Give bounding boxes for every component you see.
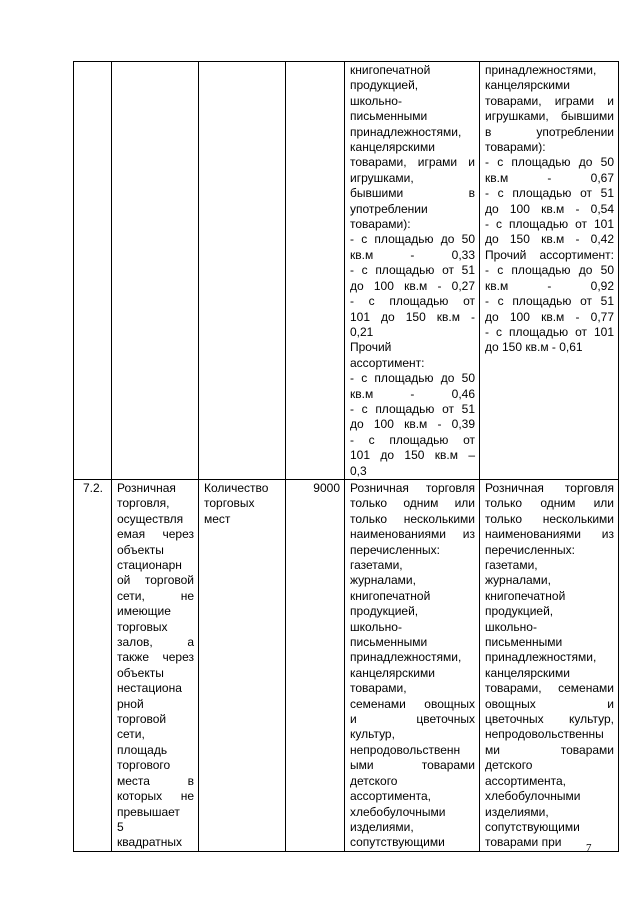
- text-line: книгопечатной: [350, 63, 431, 77]
- text-line: до 150 кв.м - 0,42: [485, 232, 614, 247]
- text-line: - с площадью от 51: [485, 186, 614, 201]
- text-line: продукцией,: [350, 78, 419, 93]
- text-line: канцелярскими: [485, 665, 570, 680]
- text-line: товарами):: [350, 217, 411, 232]
- text-line: сопутствующими: [485, 819, 580, 834]
- text-line: сети,: [117, 727, 145, 742]
- text-line: торговых: [117, 619, 168, 634]
- text-line: принадлежностями,: [350, 124, 462, 139]
- text-line: детского: [485, 758, 533, 773]
- cell-activity: [112, 479, 199, 851]
- text-line: кв.м - 0,92: [485, 278, 614, 293]
- text-line: стационарн: [117, 558, 182, 572]
- text-line: 5: [117, 819, 124, 834]
- text-line: перечисленных:: [350, 542, 440, 557]
- text-line: ассортимента,: [485, 773, 567, 788]
- text-line: - с площадью до 50: [350, 371, 475, 386]
- text-line: письменными: [350, 635, 428, 650]
- text-line: - с площадью от 51: [350, 401, 475, 416]
- text-line: емая через: [117, 527, 194, 542]
- text-line: залов, а: [117, 635, 194, 650]
- text-line: кв.м - 0,33: [350, 247, 475, 262]
- text-line: до 100 кв.м - 0,77: [485, 309, 614, 324]
- cell-coefficients-b: [480, 62, 619, 480]
- text-line: до 100 кв.м - 0,27: [350, 278, 475, 293]
- text-line: изделиями,: [350, 819, 414, 834]
- text-line: только одним или: [485, 496, 614, 511]
- text-line: товарами, играми и: [350, 155, 475, 170]
- text-line: до 100 кв.м - 0,54: [485, 201, 614, 216]
- text-line: до 150 кв.м - 0,61: [485, 340, 583, 355]
- page-number: 7: [586, 842, 592, 854]
- text-line: 0,21: [350, 324, 374, 339]
- text-line: ой торговой: [117, 573, 194, 588]
- text-line: школьно-: [485, 619, 537, 634]
- text-line: нестациона: [117, 681, 182, 696]
- text-line: кв.м - 0,46: [350, 386, 475, 401]
- text-line: - с площадью до 50: [350, 232, 475, 247]
- text-lines: [485, 63, 614, 356]
- cell-indicator: [199, 62, 286, 480]
- text-line: Прочий ассортимент:: [485, 247, 614, 262]
- text-line: канцелярскими: [485, 78, 570, 93]
- text-line: принадлежностями,: [485, 650, 597, 665]
- text-line: товарами при: [485, 835, 562, 850]
- text-line: сети, не: [117, 588, 194, 603]
- text-line: торговых: [204, 496, 255, 511]
- text-line: школьно-: [350, 93, 402, 108]
- text-line: превышает: [117, 804, 180, 819]
- text-line: Розничная торговля: [350, 480, 475, 495]
- text-line: торговля,: [117, 496, 170, 511]
- text-line: мест: [204, 511, 231, 526]
- text-line: канцелярскими: [350, 140, 435, 155]
- text-line: и цветочных: [350, 712, 475, 727]
- text-line: Количество: [204, 480, 269, 495]
- text-line: - с площадью от 51: [350, 263, 475, 278]
- text-line: товарами, играми и: [485, 93, 614, 108]
- text-line: культур,: [350, 727, 395, 742]
- text-line: сопутствующими: [350, 835, 445, 850]
- text-line: изделиями,: [485, 804, 549, 819]
- text-line: ассортимента,: [350, 789, 432, 804]
- text-line: торговой: [117, 712, 167, 727]
- text-line: газетами,: [350, 558, 403, 572]
- text-line: товарами, семенами: [485, 681, 614, 696]
- tariff-table: [73, 61, 619, 852]
- text-line: письменными: [485, 635, 563, 650]
- text-line: Прочий: [350, 340, 392, 355]
- text-lines: [485, 481, 614, 851]
- text-line: объекты: [117, 665, 164, 680]
- text-line: торгового: [117, 758, 171, 773]
- cell-base-yield: 9000: [286, 479, 345, 851]
- text-line: 101 до 150 кв.м -: [350, 309, 475, 324]
- cell-coefficients-a: [345, 62, 480, 480]
- text-line: игрушками, бывшими: [485, 109, 614, 124]
- text-line: только несколькими: [350, 511, 475, 526]
- text-lines: [350, 481, 475, 851]
- text-line: также через: [117, 650, 194, 665]
- text-line: Розничная: [117, 480, 176, 495]
- text-line: непродовольственн: [350, 742, 461, 757]
- text-line: книгопечатной: [350, 588, 431, 603]
- text-lines: [350, 63, 475, 479]
- text-line: хлебобулочными: [485, 789, 581, 804]
- text-line: книгопечатной: [485, 588, 566, 603]
- text-line: непродовольственны: [485, 727, 604, 742]
- text-line: продукцией,: [350, 604, 419, 619]
- text-line: журналами,: [485, 573, 551, 588]
- text-line: товарами):: [485, 140, 546, 155]
- text-lines: [117, 481, 194, 851]
- text-line: - с площадью от: [350, 432, 475, 447]
- text-line: школьно-: [350, 619, 402, 634]
- text-line: детского: [350, 773, 398, 788]
- text-line: письменными: [350, 109, 428, 124]
- cell-coefficients-b: [480, 479, 619, 851]
- cell-number: [74, 62, 112, 480]
- text-line: наименованиями из: [485, 527, 614, 542]
- cell-activity: [112, 62, 199, 480]
- cell-number: 7.2.: [74, 479, 112, 851]
- text-line: ассортимент:: [350, 355, 425, 370]
- text-line: наименованиями из: [350, 527, 475, 542]
- text-line: канцелярскими: [350, 665, 435, 680]
- cell-base-yield: [286, 62, 345, 480]
- text-line: 101 до 150 кв.м –: [350, 448, 475, 463]
- text-line: журналами,: [350, 573, 416, 588]
- text-line: принадлежностями,: [350, 650, 462, 665]
- text-line: имеющие: [117, 604, 171, 619]
- text-line: в употреблении: [485, 124, 614, 139]
- text-line: семенами овощных: [350, 696, 475, 711]
- text-line: осуществля: [117, 511, 184, 526]
- text-line: 0,3: [350, 463, 367, 478]
- text-line: игрушками,: [350, 170, 414, 185]
- text-lines: [204, 481, 281, 527]
- cell-coefficients-a: [345, 479, 480, 851]
- text-line: только несколькими: [485, 511, 614, 526]
- cell-indicator: [199, 479, 286, 851]
- text-line: объекты: [117, 542, 164, 557]
- text-line: - с площадью до 50: [485, 155, 614, 170]
- text-line: хлебобулочными: [350, 804, 446, 819]
- text-line: газетами,: [485, 558, 538, 572]
- text-line: места в: [117, 773, 194, 788]
- text-line: - с площадью от: [350, 294, 475, 309]
- text-line: употреблении: [350, 201, 428, 216]
- table-row-7-2: [74, 479, 619, 851]
- text-line: принадлежностями,: [485, 63, 597, 77]
- table-row-continued: [74, 62, 619, 480]
- text-line: бывшими в: [350, 186, 475, 201]
- text-line: рной: [117, 696, 144, 711]
- text-line: только одним или: [350, 496, 475, 511]
- text-line: ми товарами: [485, 742, 614, 757]
- text-line: - с площадью от 101: [485, 324, 614, 339]
- text-line: которых не: [117, 789, 194, 804]
- text-line: овощных и: [485, 696, 614, 711]
- text-line: до 100 кв.м - 0,39: [350, 417, 475, 432]
- text-line: цветочных культур,: [485, 712, 614, 727]
- text-line: - с площадью до 50: [485, 263, 614, 278]
- text-line: ыми товарами: [350, 758, 475, 773]
- text-line: продукцией,: [485, 604, 554, 619]
- text-line: товарами,: [350, 681, 407, 696]
- text-line: - с площадью от 51: [485, 294, 614, 309]
- text-line: площадь: [117, 742, 168, 757]
- text-line: Розничная торговля: [485, 480, 614, 495]
- text-line: кв.м - 0,67: [485, 170, 614, 185]
- text-line: перечисленных:: [485, 542, 575, 557]
- text-line: - с площадью от 101: [485, 217, 614, 232]
- text-line: квадратных: [117, 835, 182, 850]
